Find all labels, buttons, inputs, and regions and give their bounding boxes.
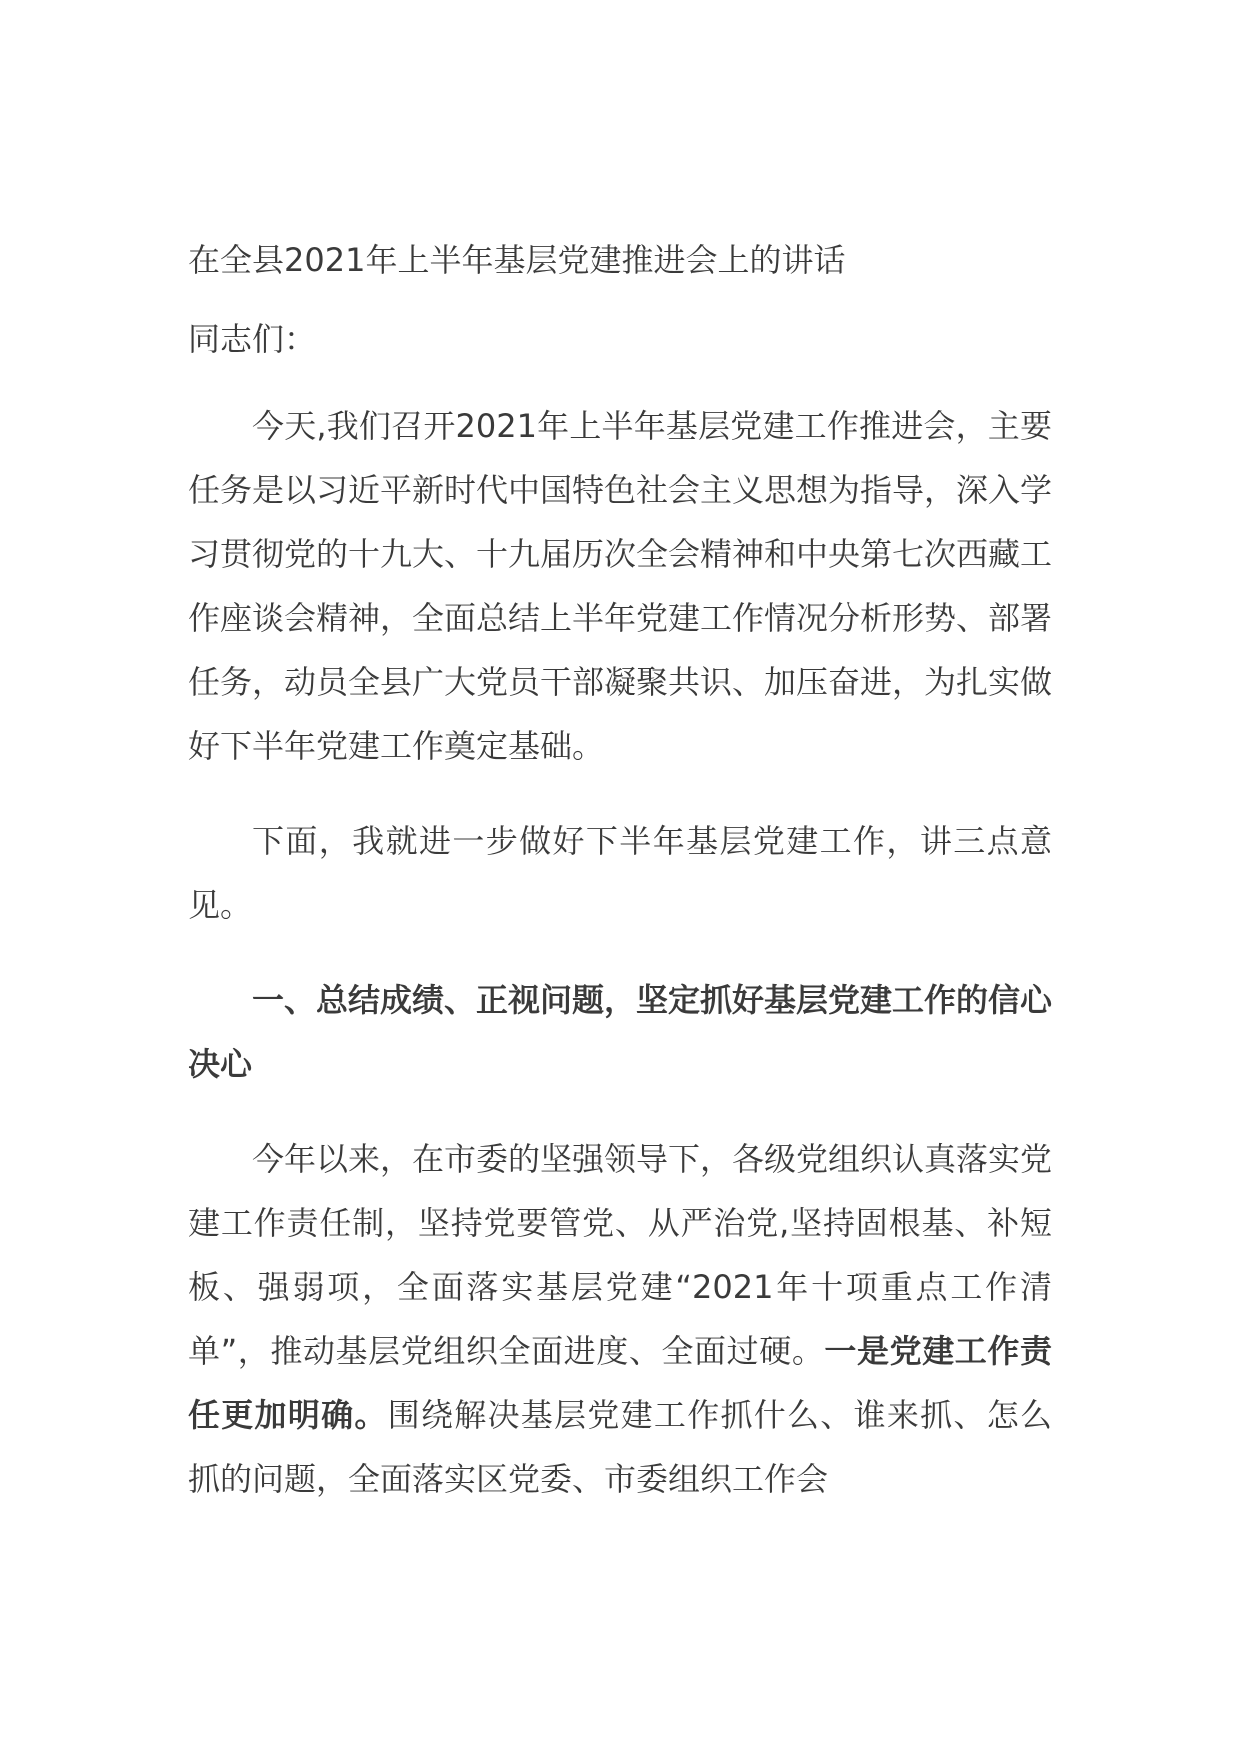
paragraph-outline: 下面，我就进一步做好下半年基层党建工作，讲三点意见。 (188, 822, 1052, 924)
paragraph-achievements (188, 1127, 1052, 1511)
paragraph-tail: 围绕解决基层党建工作抓什么、谁来抓、怎么抓的问题，全面落实区党委、市委组织工作会 (188, 1396, 1052, 1498)
paragraph-text: 今年以来，在市委的坚强领导下，各级党组织认真落实党建工作责任制，坚持党要管党、从严治党,坚持固根基、补短板、强弱项，全面落实基层党建“2021年十项重点工作清单”，推动基层党组织全面进度、全面过硬。 (188, 1140, 1053, 1370)
greeting: 同志们： (188, 320, 317, 358)
paragraph-intro: 今天,我们召开2021年上半年基层党建工作推进会，主要任务是以习近平新时代中国特色社会主义思想为指导，深入学习贯彻党的十九大、十九届历次全会精神和中央第七次西藏工作座谈会精神，全面总结上半年党建工作情况分析形势、部署任务，动员全县广大党员干部凝聚共识、加压奋进，为扎实做好下半年党建工作奠定基础。 (188, 407, 1053, 765)
paragraph-bold-point: 一是党建工作责任更加明确。 (188, 1332, 1052, 1434)
section-heading-1: 一、总结成绩、正视问题，坚定抓好基层党建工作的信心决心 (188, 981, 1053, 1083)
document-title: 在全县2021年上半年基层党建推进会上的讲话 (188, 241, 846, 279)
document-page (188, 236, 1052, 1542)
